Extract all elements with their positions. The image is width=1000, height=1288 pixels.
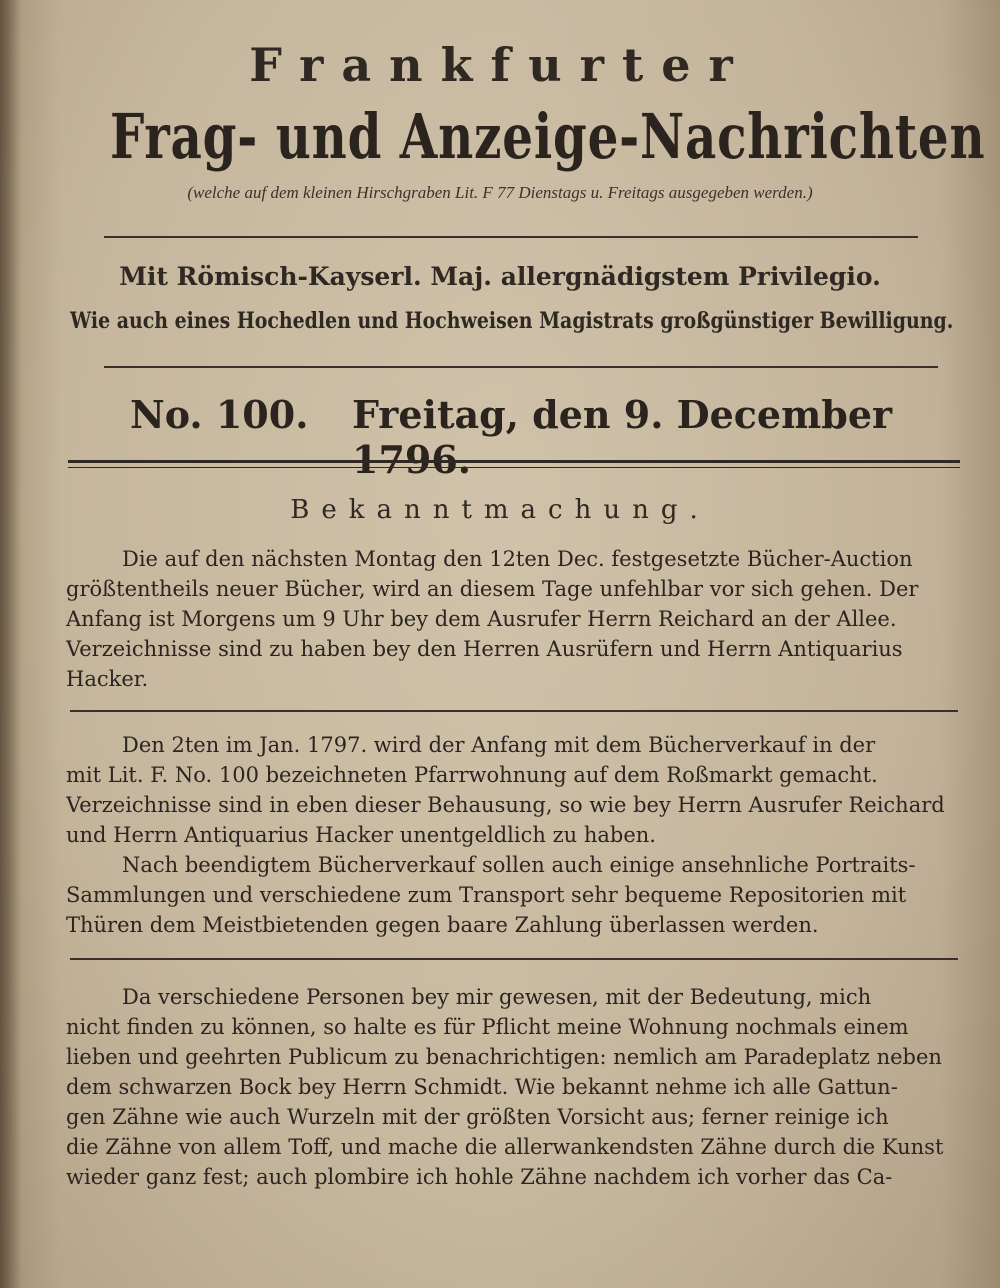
text-line: die Zähne von allem Toff, und mache die allerwankendsten Zähne durch die Kunst [66,1135,944,1159]
dentist-paragraph [66,982,960,1192]
text-line: Hacker. [66,667,149,691]
book-sale-paragraph [66,730,960,940]
text-line: und Herrn Antiquarius Hacker unentgeldlich zu haben. [66,823,656,847]
text-line: größtentheils neuer Bücher, wird an diesem Tage unfehlbar vor sich gehen. Der [66,577,919,601]
notice-heading: Bekanntmachung. [290,495,710,525]
text-line: wieder ganz fest; auch plombire ich hohle Zähne nachdem ich vorher das Ca- [66,1165,893,1189]
text-line: Thüren dem Meistbietenden gegen baare Zahlung überlassen werden. [66,913,819,937]
text-line: Nach beendigtem Bücherverkauf sollen auch einige ansehnliche Portraits- [122,853,916,877]
text-line: Sammlungen und verschiedene zum Transport sehr bequeme Repositorien mit [66,883,907,907]
divider-rule [104,366,938,368]
masthead-subtitle: (welche auf dem kleinen Hirschgraben Lit. F 77 Dienstags u. Freitags ausgegeben werden.) [187,183,813,202]
text-line: Anfang ist Morgens um 9 Uhr bey dem Ausrufer Herrn Reichard an der Allee. [66,607,897,631]
issue-date: Freitag, den 9. December 1796. [352,392,893,482]
masthead-title-line1: Frankfurter [249,38,751,92]
text-line: nicht finden zu können, so halte es für Pflicht meine Wohnung nochmals einem [66,1015,909,1039]
text-line: mit Lit. F. No. 100 bezeichneten Pfarrwohnung auf dem Roßmarkt gemacht. [66,763,878,787]
text-line: Verzeichnisse sind in eben dieser Behausung, so wie bey Herrn Ausrufer Reichard [66,793,945,817]
divider-double-rule [68,460,960,463]
masthead-title-line2: Frag- und Anzeige-Nachrichten [110,100,986,173]
text-line: lieben und geehrten Publicum zu benachrichtigen: nemlich am Paradeplatz neben [66,1045,942,1069]
divider-rule [70,958,958,960]
divider-rule [104,236,918,238]
text-line: Da verschiedene Personen bey mir gewesen, mit der Bedeutung, mich [122,985,872,1009]
text-line: Die auf den nächsten Montag den 12ten Dec. festgesetzte Bücher-Auction [122,547,913,571]
issue-line [130,392,920,482]
issue-number: No. 100. [130,392,309,437]
privilege-line1: Mit Römisch-Kayserl. Maj. allergnädigstem Privilegio. [119,262,881,291]
text-line: gen Zähne wie auch Wurzeln mit der größten Vorsicht aus; ferner reinige ich [66,1105,889,1129]
divider-rule [70,710,958,712]
text-line: dem schwarzen Bock bey Herrn Schmidt. Wie bekannt nehme ich alle Gattun- [66,1075,898,1099]
notice-paragraph [66,544,960,694]
privilege-line2: Wie auch eines Hochedlen und Hochweisen Magistrats großgünstiger Bewilligung. [70,308,954,334]
text-line: Verzeichnisse sind zu haben bey den Herren Ausrüfern und Herrn Antiquarius [66,637,903,661]
text-line: Den 2ten im Jan. 1797. wird der Anfang mit dem Bücherverkauf in der [122,733,876,757]
